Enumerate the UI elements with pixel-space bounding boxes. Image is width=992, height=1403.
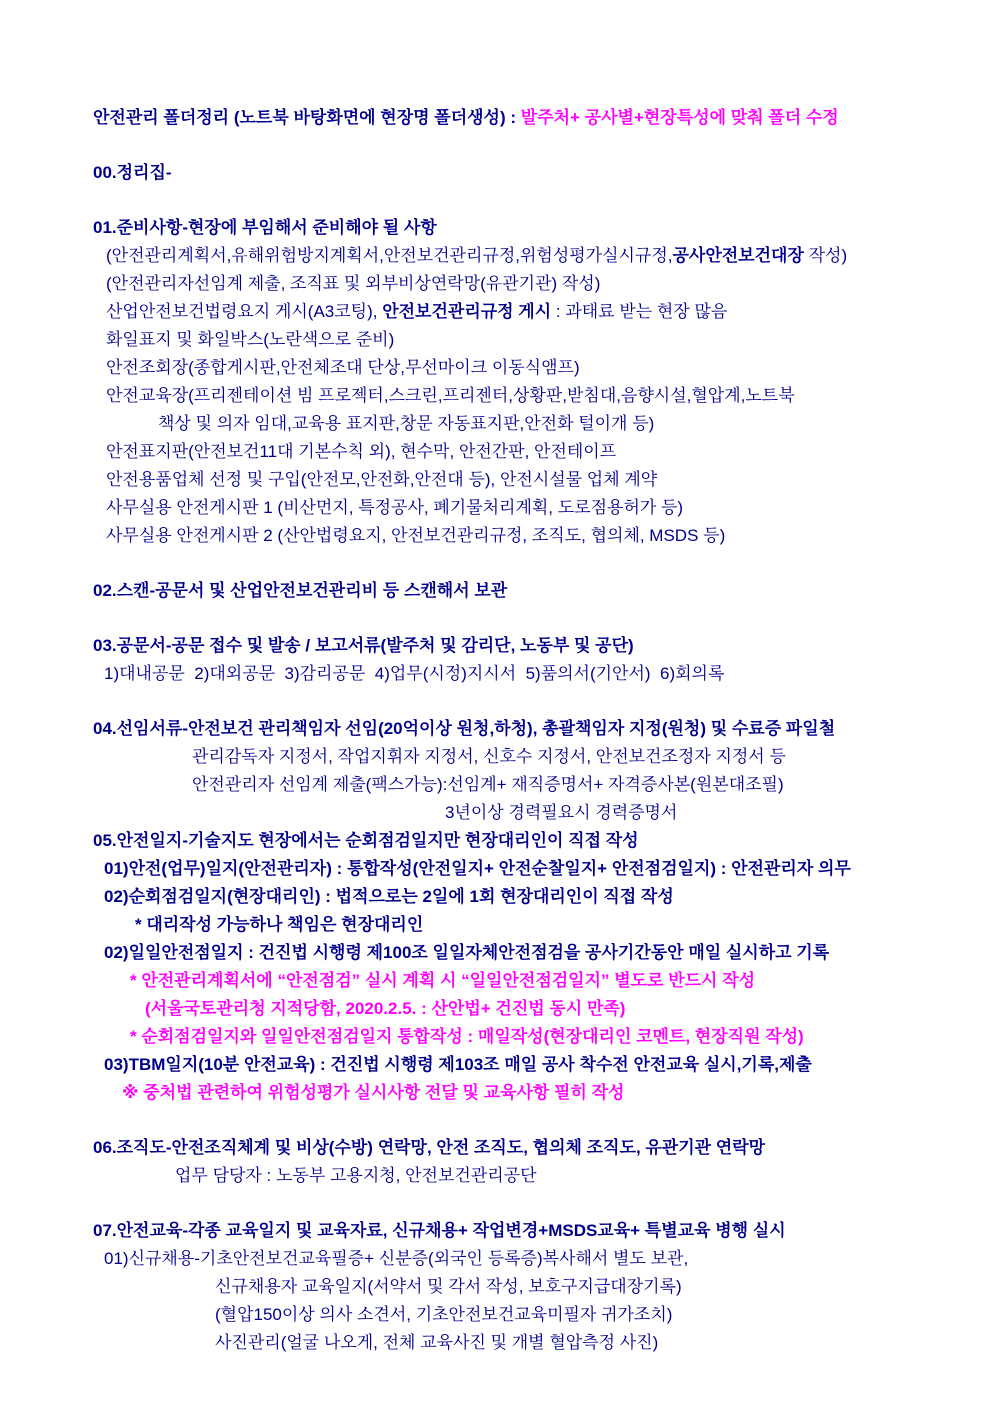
text-segment: * 안전관리계획서에 “안전점검” 실시 계획 시 “일일안전점검일지” 별도로 반드시 작성 xyxy=(130,971,756,990)
text-segment: 사무실용 안전게시판 1 (비산먼지, 특정공사, 폐기물처리계획, 도로점용허가 등) xyxy=(106,498,684,517)
text-line xyxy=(0,1217,972,1245)
text-line xyxy=(0,1162,972,1190)
text-line xyxy=(0,159,972,187)
text-line xyxy=(0,855,972,883)
text-line xyxy=(0,494,972,522)
text-line xyxy=(0,104,972,132)
text-segment: 안전조회장(종합게시판,안전체조대 단상,무선마이크 이동식앰프) xyxy=(106,358,580,377)
text-segment: 신규채용자 교육일지(서약서 및 각서 작성, 보호구지급대장기록) xyxy=(215,1277,682,1296)
text-line xyxy=(0,1079,972,1107)
text-line xyxy=(0,939,972,967)
text-line xyxy=(0,522,972,550)
text-segment: 03)TBM일지(10분 안전교육) : 건진법 시행령 제103조 매일 공사 착수전 안전교육 실시,기록,제출 xyxy=(104,1055,812,1074)
text-segment: 05.안전일지-기술지도 현장에서는 순회점검일지만 현장대리인이 직접 작성 xyxy=(93,831,639,850)
text-segment: 07.안전교육-각종 교육일지 및 교육자료, 신규채용+ 작업변경+MSDS교육+ 특별교육 병행 실시 xyxy=(93,1221,786,1240)
text-segment: ※ 중처법 관련하여 위험성평가 실시사항 전달 및 교육사항 필히 작성 xyxy=(122,1083,625,1102)
text-segment: 1)대내공문 2)대외공문 3)감리공문 4)업무(시정)지시서 5)품의서(기안서) 6)회의록 xyxy=(104,664,725,683)
text-line xyxy=(0,827,972,855)
text-segment: 01)신규채용-기초안전보건교육필증+ 신분증(외국인 등록증)복사해서 별도 보관, xyxy=(104,1249,689,1268)
text-line xyxy=(0,632,972,660)
text-line xyxy=(0,326,972,354)
text-segment: 화일표지 및 화일박스(노란색으로 준비) xyxy=(106,330,395,349)
text-segment: * 순회점검일지와 일일안전점검일지 통합작성 : 매일작성(현장대리인 코멘트, 현장직원 작성) xyxy=(130,1027,804,1046)
text-segment: * 대리작성 가능하나 책임은 현장대리인 xyxy=(135,915,424,934)
text-segment: 안전교육장(프리젠테이션 빔 프로젝터,스크린,프리젠터,상황판,받침대,음향시설,혈압계,노트북 xyxy=(106,386,795,405)
text-segment: 01.준비사항-현장에 부임해서 준비해야 될 사항 xyxy=(93,218,437,237)
text-segment: (혈압150이상 의사 소견서, 기초안전보건교육미필자 귀가조치) xyxy=(215,1305,673,1324)
text-segment: 사무실용 안전게시판 2 (산안법령요지, 안전보건관리규정, 조직도, 협의체, MSDS 등) xyxy=(106,526,726,545)
text-segment: (안전관리자선임계 제출, 조직표 및 외부비상연락망(유관기관) 작성) xyxy=(106,274,601,293)
text-line xyxy=(0,743,972,771)
text-line xyxy=(0,911,972,939)
text-segment: 3년이상 경력필요시 경력증명서 xyxy=(445,803,678,822)
text-line xyxy=(0,382,972,410)
text-line xyxy=(0,410,972,438)
text-segment: 02.스캔-공문서 및 산업안전보건관리비 등 스캔해서 보관 xyxy=(93,581,508,600)
text-line xyxy=(0,354,972,382)
text-line xyxy=(0,1134,972,1162)
text-line xyxy=(0,967,972,995)
text-line xyxy=(0,270,972,298)
text-segment: 안전관리 폴더정리 (노트북 바탕화면에 현장명 폴더생성) : xyxy=(93,108,521,127)
text-segment: 산업안전보건법령요지 게시(A3코팅), xyxy=(106,302,383,321)
text-line xyxy=(0,799,972,827)
text-line xyxy=(0,1245,972,1273)
text-line xyxy=(0,577,972,605)
text-segment: 04.선임서류-안전보건 관리책임자 선임(20억이상 원청,하청), 총괄책임자 지정(원청) 및 수료증 파일철 xyxy=(93,719,836,738)
text-line xyxy=(0,1273,972,1301)
text-line xyxy=(0,214,972,242)
text-line xyxy=(0,1329,972,1357)
text-line xyxy=(0,883,972,911)
text-line xyxy=(0,438,972,466)
text-segment: 업무 담당자 : 노동부 고용지청, 안전보건관리공단 xyxy=(175,1166,537,1185)
text-line xyxy=(0,1051,972,1079)
text-line xyxy=(0,715,972,743)
text-line xyxy=(0,242,972,270)
text-line xyxy=(0,298,972,326)
text-line xyxy=(0,995,972,1023)
text-segment: 01)안전(업무)일지(안전관리자) : 통합작성(안전일지+ 안전순찰일지+ 안전점검일지) : 안전관리자 의무 xyxy=(104,859,851,878)
text-segment: 공사안전보건대장 xyxy=(672,246,804,265)
text-segment: 발주처+ 공사별+현장특성에 맞춰 폴더 수정 xyxy=(520,108,839,127)
text-line xyxy=(0,1301,972,1329)
text-segment: (서울국토관리청 지적당함, 2020.2.5. : 산안법+ 건진법 동시 만족) xyxy=(145,999,626,1018)
text-segment: 안전표지판(안전보건11대 기본수칙 외), 현수막, 안전간판, 안전테이프 xyxy=(106,442,617,461)
text-segment: 안전관리자 선임계 제출(팩스가능):선임계+ 재직증명서+ 자격증사본(원본대조필) xyxy=(192,775,784,794)
text-line xyxy=(0,660,972,688)
text-line xyxy=(0,771,972,799)
text-segment: 02)순회점검일지(현장대리인) : 법적으로는 2일에 1회 현장대리인이 직접 작성 xyxy=(104,887,674,906)
text-line xyxy=(0,1023,972,1051)
text-segment: 02)일일안전점일지 : 건진법 시행령 제100조 일일자체안전점검을 공사기간동안 매일 실시하고 기록 xyxy=(104,943,830,962)
text-segment: 안전보건관리규정 게시 xyxy=(382,302,552,321)
text-segment: 관리감독자 지정서, 작업지휘자 지정서, 신호수 지정서, 안전보건조정자 지정서 등 xyxy=(192,747,786,766)
text-segment: 03.공문서-공문 접수 및 발송 / 보고서류(발주처 및 감리단, 노동부 및 공단) xyxy=(93,636,634,655)
text-segment: 00.정리집- xyxy=(93,163,172,182)
text-line xyxy=(0,466,972,494)
text-segment: 책상 및 의자 임대,교육용 표지판,창문 자동표지판,안전화 털이개 등) xyxy=(158,414,655,433)
text-segment: 작성) xyxy=(803,246,848,265)
text-segment: 안전용품업체 선정 및 구입(안전모,안전화,안전대 등), 안전시설물 업체 계약 xyxy=(106,470,658,489)
text-segment: : 과태료 받는 현장 많음 xyxy=(551,302,728,321)
text-segment: (안전관리계획서,유해위험방지계획서,안전보건관리규정,위험성평가실시규정, xyxy=(106,246,673,265)
text-segment: 06.조직도-안전조직체계 및 비상(수방) 연락망, 안전 조직도, 협의체 조직도, 유관기관 연락망 xyxy=(93,1138,766,1157)
text-segment: 사진관리(얼굴 나오게, 전체 교육사진 및 개별 혈압측정 사진) xyxy=(215,1333,659,1352)
